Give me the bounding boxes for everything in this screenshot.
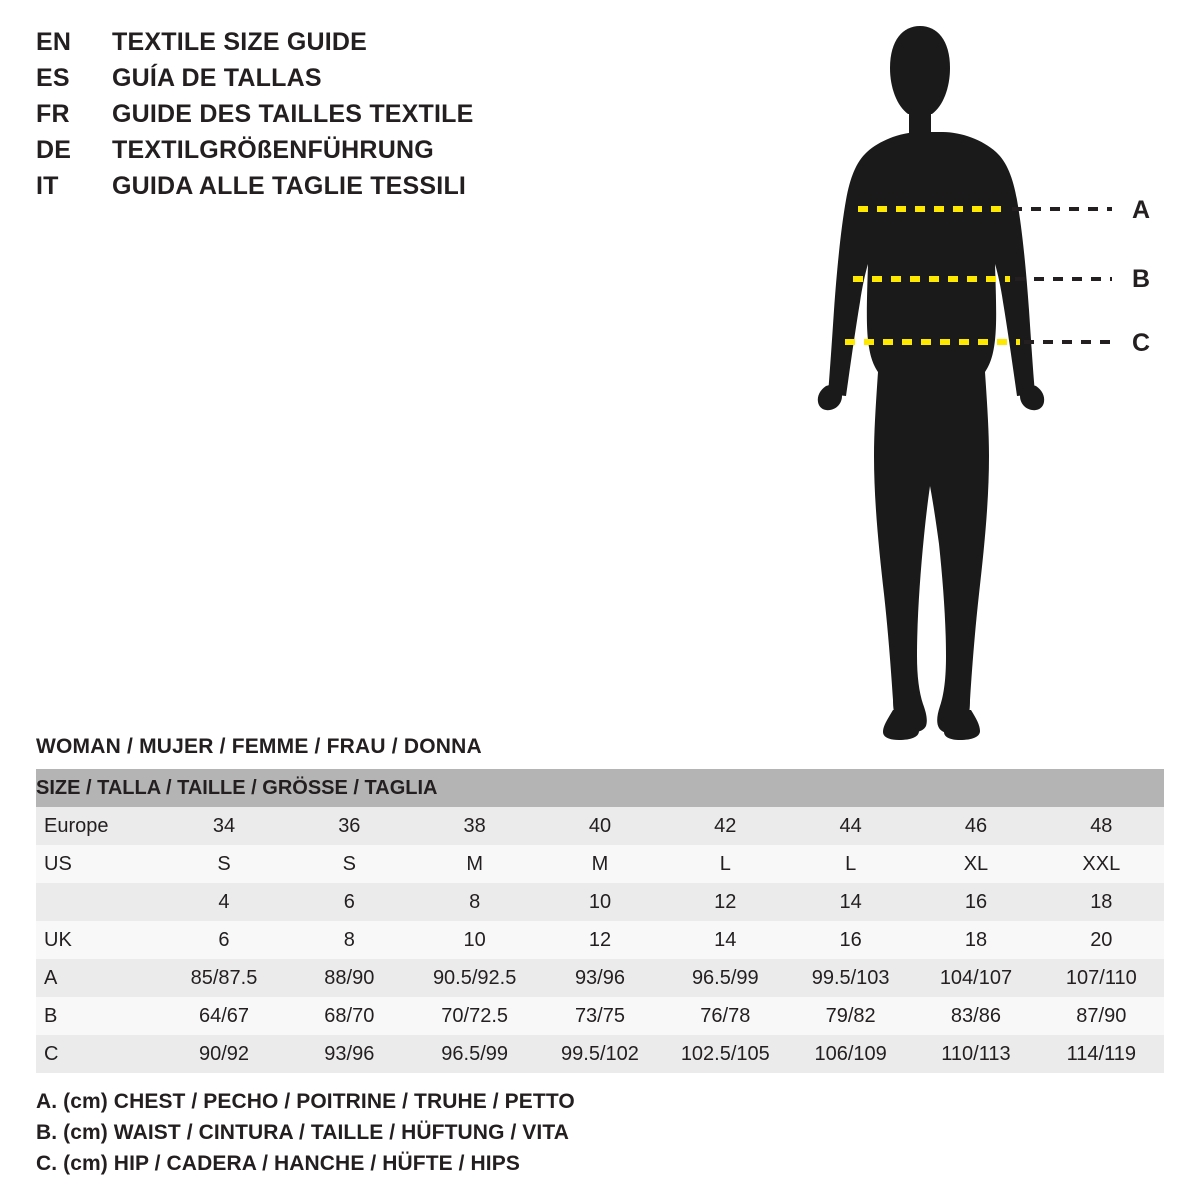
table-cell: 10 <box>537 883 662 921</box>
table-cell: 64/67 <box>161 997 286 1035</box>
table-cell: L <box>788 845 913 883</box>
language-title: GUIDA ALLE TAGLIE TESSILI <box>112 172 467 200</box>
table-row <box>36 845 1164 883</box>
female-silhouette-icon <box>740 10 1160 750</box>
table-cell: 14 <box>788 883 913 921</box>
row-label: UK <box>36 921 161 959</box>
language-title: TEXTILE SIZE GUIDE <box>112 28 368 56</box>
table-cell: 34 <box>161 807 286 845</box>
table-cell: 38 <box>412 807 537 845</box>
table-cell: 87/90 <box>1039 997 1164 1035</box>
table-cell: 93/96 <box>537 959 662 997</box>
table-cell: 44 <box>788 807 913 845</box>
table-row <box>36 883 1164 921</box>
table-cell: 6 <box>287 883 412 921</box>
table-header-row <box>36 769 1164 807</box>
table-cell: 6 <box>161 921 286 959</box>
table-cell: 99.5/102 <box>537 1035 662 1073</box>
table-cell: 93/96 <box>287 1035 412 1073</box>
table-cell: 10 <box>412 921 537 959</box>
row-label: Europe <box>36 807 161 845</box>
table-cell: 14 <box>663 921 788 959</box>
table-row <box>36 807 1164 845</box>
language-code: DE <box>36 136 72 164</box>
measure-label-c: C <box>1132 329 1151 357</box>
table-cell: M <box>412 845 537 883</box>
table-cell: XL <box>913 845 1038 883</box>
table-row <box>36 997 1164 1035</box>
table-cell: S <box>287 845 412 883</box>
table-row <box>36 959 1164 997</box>
table-cell: 40 <box>537 807 662 845</box>
table-cell: 18 <box>1039 883 1164 921</box>
table-cell: 96.5/99 <box>663 959 788 997</box>
legend-line-c: C. (cm) HIP / CADERA / HANCHE / HÜFTE / HIPS <box>36 1152 520 1175</box>
table-cell: 36 <box>287 807 412 845</box>
table-cell: 76/78 <box>663 997 788 1035</box>
table-cell: 42 <box>663 807 788 845</box>
row-label: US <box>36 845 161 883</box>
table-cell: 12 <box>537 921 662 959</box>
table-cell: 110/113 <box>913 1035 1038 1073</box>
language-row-it <box>36 172 656 208</box>
measure-label-b: B <box>1132 265 1151 293</box>
language-title-list <box>36 28 656 208</box>
table-cell: 99.5/103 <box>788 959 913 997</box>
table-row <box>36 921 1164 959</box>
measure-label-a: A <box>1132 196 1151 224</box>
table-cell: L <box>663 845 788 883</box>
language-title: GUIDE DES TAILLES TEXTILE <box>112 100 474 128</box>
row-label <box>36 883 161 921</box>
table-cell: 20 <box>1039 921 1164 959</box>
table-cell: 4 <box>161 883 286 921</box>
table-section-title: WOMAN / MUJER / FEMME / FRAU / DONNA <box>36 735 482 758</box>
table-cell: 106/109 <box>788 1035 913 1073</box>
table-cell: 83/86 <box>913 997 1038 1035</box>
size-table <box>36 769 1164 1073</box>
table-cell: 107/110 <box>1039 959 1164 997</box>
table-cell: 73/75 <box>537 997 662 1035</box>
table-row <box>36 1035 1164 1073</box>
language-row-de <box>36 136 656 172</box>
table-cell: 102.5/105 <box>663 1035 788 1073</box>
language-code: EN <box>36 28 72 56</box>
size-table-section <box>36 735 1164 1073</box>
language-code: IT <box>36 172 59 200</box>
legend-line-a: A. (cm) CHEST / PECHO / POITRINE / TRUHE / PETTO <box>36 1090 575 1113</box>
table-cell: 96.5/99 <box>412 1035 537 1073</box>
table-cell: 90/92 <box>161 1035 286 1073</box>
row-label: B <box>36 997 161 1035</box>
language-code: ES <box>36 64 70 92</box>
table-cell: 114/119 <box>1039 1035 1164 1073</box>
table-cell: 85/87.5 <box>161 959 286 997</box>
legend-line-b: B. (cm) WAIST / CINTURA / TAILLE / HÜFTUNG / VITA <box>36 1121 569 1144</box>
table-cell: 46 <box>913 807 1038 845</box>
table-cell: 16 <box>913 883 1038 921</box>
table-cell: M <box>537 845 662 883</box>
table-cell: 8 <box>287 921 412 959</box>
table-cell: 68/70 <box>287 997 412 1035</box>
table-header-label: SIZE / TALLA / TAILLE / GRÖSSE / TAGLIA <box>36 769 1164 807</box>
body-figure <box>740 10 1160 750</box>
table-cell: 104/107 <box>913 959 1038 997</box>
table-cell: 70/72.5 <box>412 997 537 1035</box>
row-label: C <box>36 1035 161 1073</box>
table-cell: 90.5/92.5 <box>412 959 537 997</box>
language-title: GUÍA DE TALLAS <box>112 64 322 92</box>
language-row-en <box>36 28 656 64</box>
table-cell: 8 <box>412 883 537 921</box>
table-cell: 16 <box>788 921 913 959</box>
table-cell: XXL <box>1039 845 1164 883</box>
row-label: A <box>36 959 161 997</box>
table-cell: 79/82 <box>788 997 913 1035</box>
language-row-es <box>36 64 656 100</box>
language-code: FR <box>36 100 70 128</box>
table-cell: 48 <box>1039 807 1164 845</box>
table-cell: 88/90 <box>287 959 412 997</box>
table-cell: 18 <box>913 921 1038 959</box>
table-cell: S <box>161 845 286 883</box>
measurement-legend <box>36 1090 936 1183</box>
language-title: TEXTILGRÖßENFÜHRUNG <box>112 136 434 164</box>
language-row-fr <box>36 100 656 136</box>
table-cell: 12 <box>663 883 788 921</box>
